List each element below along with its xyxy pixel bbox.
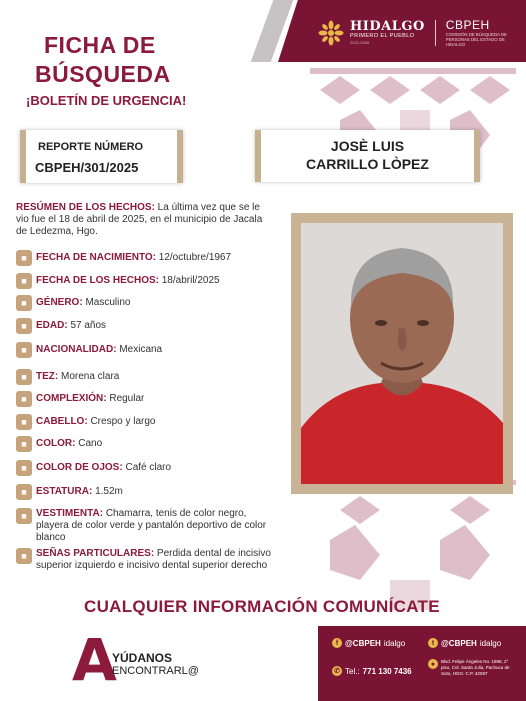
hidalgo-logo [350,20,425,46]
cbpeh-title: CBPEH [445,18,490,32]
hidalgo-title: HIDALGO [350,18,425,34]
detail-label: ESTATURA: [36,486,93,497]
height-icon: ■ [16,484,32,500]
detail-text [36,275,220,287]
urgency-subtitle: ¡BOLETÍN DE URGENCIA! [26,93,187,108]
detail-label: TEZ: [36,371,59,382]
detail-text [36,438,102,450]
detail-value: 18/abril/2025 [158,275,220,286]
detail-row [16,342,162,358]
person-name-card [255,130,480,182]
detail-row [16,295,130,311]
campaign-logo-line1: YÚDANOS [112,651,173,665]
address-contact [428,659,513,677]
detail-value: 12/octubre/1967 [156,252,232,263]
twitter-contact[interactable] [428,638,501,648]
clothing-icon: ■ [16,508,32,524]
facebook-handle: @CBPEH [345,638,381,648]
campaign-logo-line2: ENCONTRARL@ [112,665,199,677]
detail-value: Chamarra, tenis de color negro, playera de color verde y pantalón deportivo de color blanco [36,508,267,543]
detail-value: 1.52m [92,486,123,497]
detail-label: SEÑAS PARTICULARES: [36,548,155,559]
detail-text [36,486,123,498]
detail-text [36,393,144,405]
hidalgo-flower-icon [318,20,344,46]
page-title-line1: FICHA DE [44,32,156,58]
detail-row [16,369,119,385]
eye-icon: ■ [16,460,32,476]
body-icon: ■ [16,391,32,407]
detail-label: VESTIMENTA: [36,508,104,519]
detail-value: Regular [106,393,145,404]
campaign-logo-letter: A [72,626,117,694]
detail-text [36,371,119,383]
detail-value: Perdida dental de incisivo superior izquierdo e incisivo dental superior derecho [36,548,271,571]
detail-row [16,250,231,266]
detail-value: 57 años [67,320,107,331]
report-label: REPORTE NÚMERO [38,141,144,153]
detail-text [36,344,162,356]
twitter-handle-suffix: idalgo [479,638,502,648]
person-last-name: CARRILLO LÒPEZ [306,156,429,172]
detail-text [36,252,231,264]
detail-row [16,391,144,407]
facebook-contact[interactable] [332,638,405,648]
age-icon: ■ [16,318,32,334]
banner-logos [318,18,516,47]
detail-row [16,484,123,500]
person-first-name: JOSÈ LUIS [330,138,405,154]
detail-text [36,297,130,309]
calendar-icon: ■ [16,250,32,266]
twitter-icon: t [428,638,438,648]
detail-label: CABELLO: [36,416,88,427]
contact-call-to-action: CUALQUIER INFORMACIÓN COMUNÍCATE [84,597,440,616]
detail-label: FECHA DE NACIMIENTO: [36,252,156,263]
hidalgo-years: 2022-2028 [350,39,370,45]
detail-row [16,273,220,289]
detail-value: Morena clara [58,371,120,382]
portrait-illustration [301,223,503,484]
detail-text [36,462,171,474]
phone-contact[interactable] [332,666,412,676]
hair-icon: ■ [16,414,32,430]
id-card-icon: ■ [16,342,32,358]
detail-value: Café claro [122,462,172,473]
detail-value: Mexicana [116,344,163,355]
photo-frame [291,213,513,494]
report-number: CBPEH/301/2025 [35,160,139,175]
phone-label: Tel.: [345,666,360,676]
color-icon: ■ [16,436,32,452]
report-number-card [20,130,183,183]
detail-text [36,508,278,544]
missing-person-photo [301,223,503,484]
page-title-line2: BÚSQUEDA [35,61,171,87]
detail-label: FECHA DE LOS HECHOS: [36,275,159,286]
gender-icon: ■ [16,295,32,311]
detail-row [16,436,102,452]
contact-footer [318,626,526,701]
detail-label: GÉNERO: [36,297,83,308]
facebook-handle-suffix: idalgo [383,638,406,648]
detail-label: EDAD: [36,320,68,331]
detail-row [16,318,106,334]
detail-label: COMPLEXIÓN: [36,393,107,404]
location-icon: ● [428,659,438,669]
hand-icon: ■ [16,369,32,385]
cbpeh-subtitle: COMISIÓN DE BÚSQUEDA DE PERSONAS DEL ESTADO DE HIDALGO [445,32,507,47]
detail-row [16,414,155,430]
detail-text [36,416,155,428]
detail-row [16,508,278,544]
summary-text: La última vez que se le vio fue el 18 de abril de 2025, en el municipio de Jacala de Ledezma, Hgo. [16,202,263,237]
calendar-icon: ■ [16,273,32,289]
cbpeh-logo [446,18,516,47]
detail-row [16,460,171,476]
phone-icon: ✆ [332,666,342,676]
detail-value: Masculino [82,297,131,308]
hidalgo-subtitle: PRIMERO EL PUEBLO [350,32,415,39]
detail-value: Crespo y largo [87,416,156,427]
detail-row [16,548,278,572]
summary-label: RESÚMEN DE LOS HECHOS: [16,202,155,213]
address-text: Blvd. Felipe Ángeles No. 1898, 2° piso, Col. Santa Julia, Pachuca de Soto, HGO. C.P. 42087 [441,659,510,676]
detail-value: Cano [75,438,103,449]
logo-divider [435,20,436,46]
detail-text [36,548,278,572]
twitter-handle: @CBPEH [441,638,477,648]
phone-number: 771 130 7436 [362,666,412,676]
detail-label: COLOR DE OJOS: [36,462,123,473]
summary-block [16,202,274,238]
detail-text [36,320,106,332]
detail-label: NACIONALIDAD: [36,344,117,355]
facebook-icon: f [332,638,342,648]
detail-label: COLOR: [36,438,76,449]
marks-icon: ■ [16,548,32,564]
